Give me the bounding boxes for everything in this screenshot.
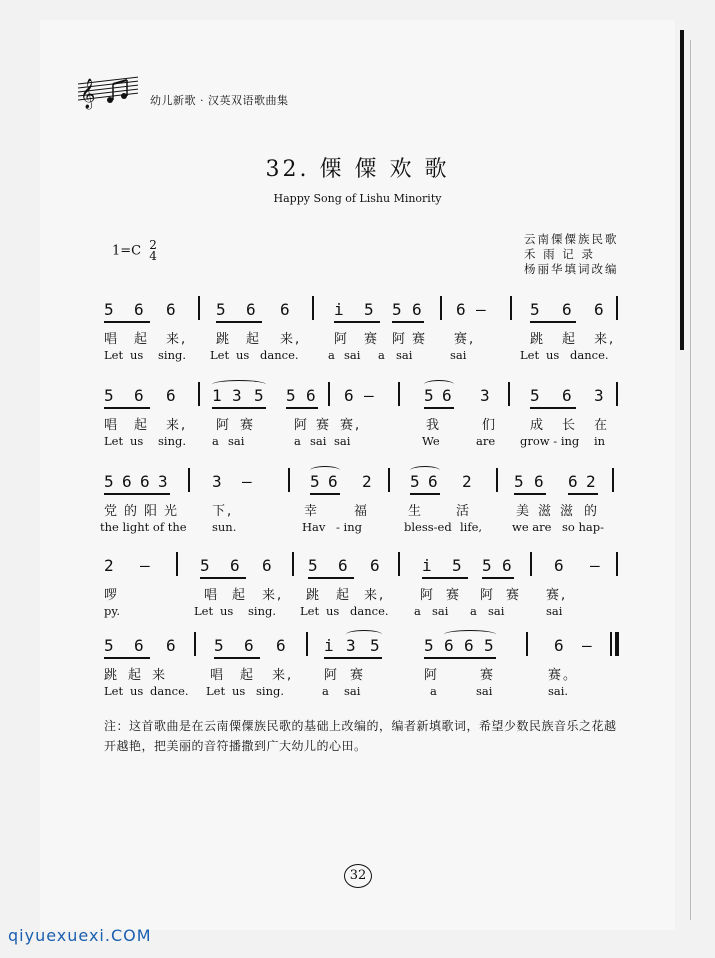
note: 6 [534,472,544,491]
note: 6 [134,636,144,655]
lyric: 滋 [538,504,554,519]
underline [422,577,468,579]
barline [198,382,200,406]
lyric: 赛 [240,418,256,433]
music-staff-logo-icon [78,70,138,110]
note: 6 [140,472,150,491]
barline [616,552,618,576]
note: 5 [104,386,114,405]
lyric: 赛 [350,668,366,683]
barline [188,468,190,492]
lyric: sai [344,348,361,362]
note: 6 [562,300,572,319]
lyric: grow - ing [520,434,580,448]
lyric: sai. [548,684,569,698]
note: 6 [456,300,466,319]
note: 6 [166,386,176,405]
song-subtitle: Happy Song of Lishu Minority [273,192,442,205]
note: 6 [166,300,176,319]
notes-row [0,472,715,496]
barline [288,468,290,492]
note: 5 [424,386,434,405]
note: 6 [562,386,572,405]
lyric: 滋 [560,504,576,519]
lyric: us [236,348,250,362]
lyric: 阿 [216,418,232,433]
lyric: 阿 [480,588,496,603]
note: — [242,472,252,491]
lyric: 的 [124,504,140,519]
lyric: in [594,434,606,448]
note: — [590,556,600,575]
lyric: 唱 [104,418,120,433]
barline [510,296,512,320]
lyric: Let [520,348,540,362]
note: 5 [200,556,210,575]
note: 5 [392,300,402,319]
barline [328,382,330,406]
credits [524,232,619,277]
underline [482,577,514,579]
lyric: 生 [408,504,424,519]
underline [514,493,546,495]
lyric: sai [310,434,327,448]
note: 5 [370,636,380,655]
lyric: dance. [260,348,299,362]
lyric: life, [460,520,483,534]
lyric: a [430,684,437,698]
key-label: 1=C [112,243,142,259]
lyric: sai [334,434,351,448]
lyric: us [546,348,560,362]
lyric: Let [104,348,124,362]
note: 5 [104,300,114,319]
lyric: 阿 [424,668,440,683]
note: i [422,556,432,575]
lyric: 赛, [546,588,568,603]
lyric: dance. [150,684,189,698]
underline [214,657,260,659]
note: 5 [410,472,420,491]
time-bottom: 4 [149,249,157,263]
note: 5 [482,556,492,575]
slur [410,466,440,475]
underline [334,321,380,323]
note: 2 [104,556,114,575]
lyric: 起 [336,588,352,603]
barline [610,632,612,656]
note: 5 [514,472,524,491]
lyric: 来, [272,668,294,683]
note: 6 [262,556,272,575]
lyric: a [378,348,385,362]
note: 6 [166,636,176,655]
key-signature [112,240,157,262]
lyric: 成 [530,418,546,433]
lyric: 美 [516,504,532,519]
lyric: so hap- [562,520,604,534]
note: 5 [530,300,540,319]
note: 6 [568,472,578,491]
time-signature [149,240,157,262]
lyric: 跳 [104,668,120,683]
lyric: Let [104,684,124,698]
credit-origin: 云南傈僳族民歌 [524,232,619,246]
barline [198,296,200,320]
lyric: 阿 [324,668,340,683]
note: 5 [104,472,114,491]
lyric: We [422,434,440,448]
lyric: 阿 [392,332,408,347]
lyric: 幸 [304,504,320,519]
slur [346,630,382,639]
barline [612,468,614,492]
notes-row [0,386,715,410]
note: 6 [122,472,132,491]
lyric: sing. [158,434,187,448]
lyric: 赛 [480,668,496,683]
lyric: 起 [128,668,144,683]
lyric: 我 [426,418,442,433]
lyric: 赛 [506,588,522,603]
note: 3 [480,386,490,405]
lyric: 赛, [340,418,362,433]
underline [216,321,262,323]
lyric: 起 [240,668,256,683]
slur [444,630,496,639]
lyric: are [476,434,496,448]
barline [616,382,618,406]
lyric: 光 [164,504,180,519]
lyric: 来, [262,588,284,603]
note: i [334,300,344,319]
underline [530,407,576,409]
lyric: us [130,684,144,698]
note: 6 [554,556,564,575]
note: 2 [586,472,596,491]
note: 5 [216,300,226,319]
barline [292,552,294,576]
lyric: sing. [158,348,187,362]
note: 6 [306,386,316,405]
lyric: 福 [354,504,370,519]
barline [312,296,314,320]
song-title: 32. 傈 僳 欢 歌 [265,157,450,182]
underline [104,657,150,659]
underline [410,493,440,495]
note: i [324,636,334,655]
lyric: 阿 [334,332,350,347]
note: 6 [134,300,144,319]
lyric: sai [432,604,449,618]
lyric: 在 [594,418,610,433]
note: 6 [502,556,512,575]
note: 2 [462,472,472,491]
notes-row [0,556,715,580]
barline [194,632,196,656]
note: 5 [484,636,494,655]
slur [212,380,266,389]
lyric: 跳 [216,332,232,347]
lyric: 来 [152,668,168,683]
watermark: qiyuexuexi.COM [8,926,152,945]
lyric: us [232,684,246,698]
lyric: sai [546,604,563,618]
lyric: us [220,604,234,618]
note: 5 [308,556,318,575]
lyric: sing. [248,604,277,618]
underline [104,493,170,495]
note: 6 [370,556,380,575]
lyric: sai [476,684,493,698]
lyric: 赛。 [548,668,579,683]
lyric: 来, [594,332,616,347]
note: — [476,300,486,319]
lyric: 赛 [364,332,380,347]
lyric: a [414,604,421,618]
lyric: bless-ed [404,520,452,534]
lyric: 啰 [104,588,120,603]
lyric: 来, [280,332,302,347]
lyric: a [212,434,219,448]
note: 6 [338,556,348,575]
barline [306,632,308,656]
lyric: 跳 [530,332,546,347]
lyric: sai [396,348,413,362]
note: — [140,556,150,575]
underline [104,321,150,323]
lyric: us [130,434,144,448]
note: 5 [310,472,320,491]
underline [530,321,576,323]
lyric: 跳 [306,588,322,603]
lyric: 赛 [446,588,462,603]
lyric: a [294,434,301,448]
note: 6 [246,300,256,319]
lyric: 唱 [204,588,220,603]
underline [200,577,246,579]
note: — [364,386,374,405]
lyric: sai [450,348,467,362]
note: 6 [280,300,290,319]
lyric: 阳 [144,504,160,519]
lyric: a [322,684,329,698]
lyric: 起 [246,332,262,347]
lyric: 来, [364,588,386,603]
lyric: 下, [212,504,234,519]
lyric: Let [104,434,124,448]
lyric: sai [488,604,505,618]
note: 6 [442,386,452,405]
lyric: 赛, [454,332,476,347]
note: 6 [412,300,422,319]
note: 1 [212,386,222,405]
note: 3 [232,386,242,405]
note: 6 [328,472,338,491]
lyric: 党 [104,504,120,519]
lyric: 唱 [210,668,226,683]
lyric: 起 [134,332,150,347]
note: 6 [276,636,286,655]
lyric: 阿 [420,588,436,603]
note: 3 [346,636,356,655]
lyric: 赛 [316,418,332,433]
note: — [582,636,592,655]
note: 5 [104,636,114,655]
lyric: Let [210,348,230,362]
note: 2 [362,472,372,491]
barline [398,552,400,576]
lyric: Let [194,604,214,618]
lyric: 起 [232,588,248,603]
lyric: 们 [482,418,498,433]
note: 6 [230,556,240,575]
lyric: dance. [350,604,389,618]
lyric: us [130,348,144,362]
svg-text:𝄞: 𝄞 [80,79,96,109]
note: 3 [158,472,168,491]
notes-row [0,300,715,324]
barline [398,382,400,406]
underline [310,493,340,495]
note: 5 [214,636,224,655]
series-title: 幼儿新歌 · 汉英双语歌曲集 [150,94,289,107]
lyric: 起 [562,332,578,347]
time-top: 2 [149,238,157,252]
lyric: 长 [562,418,578,433]
lyric: sai [228,434,245,448]
lyric: us [326,604,340,618]
barline [496,468,498,492]
underline [424,657,496,659]
note: 6 [464,636,474,655]
lyric: py. [104,604,120,618]
note: 6 [244,636,254,655]
note: 5 [530,386,540,405]
note: 5 [286,386,296,405]
lyric: sun. [212,520,237,534]
final-barline [615,632,619,656]
lyric: Hav [302,520,326,534]
underline [324,657,382,659]
lyric: a [328,348,335,362]
underline [392,321,424,323]
note: 6 [444,636,454,655]
lyric: Let [206,684,226,698]
lyric: - ing [336,520,362,534]
note: 5 [452,556,462,575]
note: 5 [364,300,374,319]
note: 3 [594,386,604,405]
note: 6 [344,386,354,405]
underline [568,493,598,495]
note: 6 [428,472,438,491]
lyric: 活 [456,504,472,519]
lyric: dance. [570,348,609,362]
slur [424,380,454,389]
underline [308,577,354,579]
footnote: 注：这首歌曲是在云南傈僳族民歌的基础上改编的，编者新填歌词，希望少数民族音乐之花越开越艳，把美丽的音符播撒到广大幼儿的心田。 [104,719,617,753]
barline [616,296,618,320]
lyric: Let [300,604,320,618]
lyric: 唱 [104,332,120,347]
barline [440,296,442,320]
lyric: sing. [256,684,285,698]
lyric: a [470,604,477,618]
page-number: 32 [344,864,372,888]
note: 6 [134,386,144,405]
notes-row [0,636,715,660]
note: 3 [212,472,222,491]
note: 5 [254,386,264,405]
note: 6 [594,300,604,319]
credit-lyricist: 杨丽华填词改编 [524,262,619,276]
underline [286,407,318,409]
underline [424,407,454,409]
barline [388,468,390,492]
barline [176,552,178,576]
lyric: 来, [166,332,188,347]
barline [508,382,510,406]
note: 6 [554,636,564,655]
barline [530,552,532,576]
lyric: 的 [584,504,600,519]
lyric: 起 [134,418,150,433]
lyric: the light of the [100,520,187,534]
lyric: 阿 [294,418,310,433]
barline [526,632,528,656]
lyric: we are [512,520,552,534]
note: 5 [424,636,434,655]
slur [310,466,340,475]
credit-recorder: 禾 雨 记 录 [524,247,595,261]
lyric: 赛 [412,332,428,347]
lyric: 来, [166,418,188,433]
underline [212,407,266,409]
underline [104,407,150,409]
lyric: sai [344,684,361,698]
